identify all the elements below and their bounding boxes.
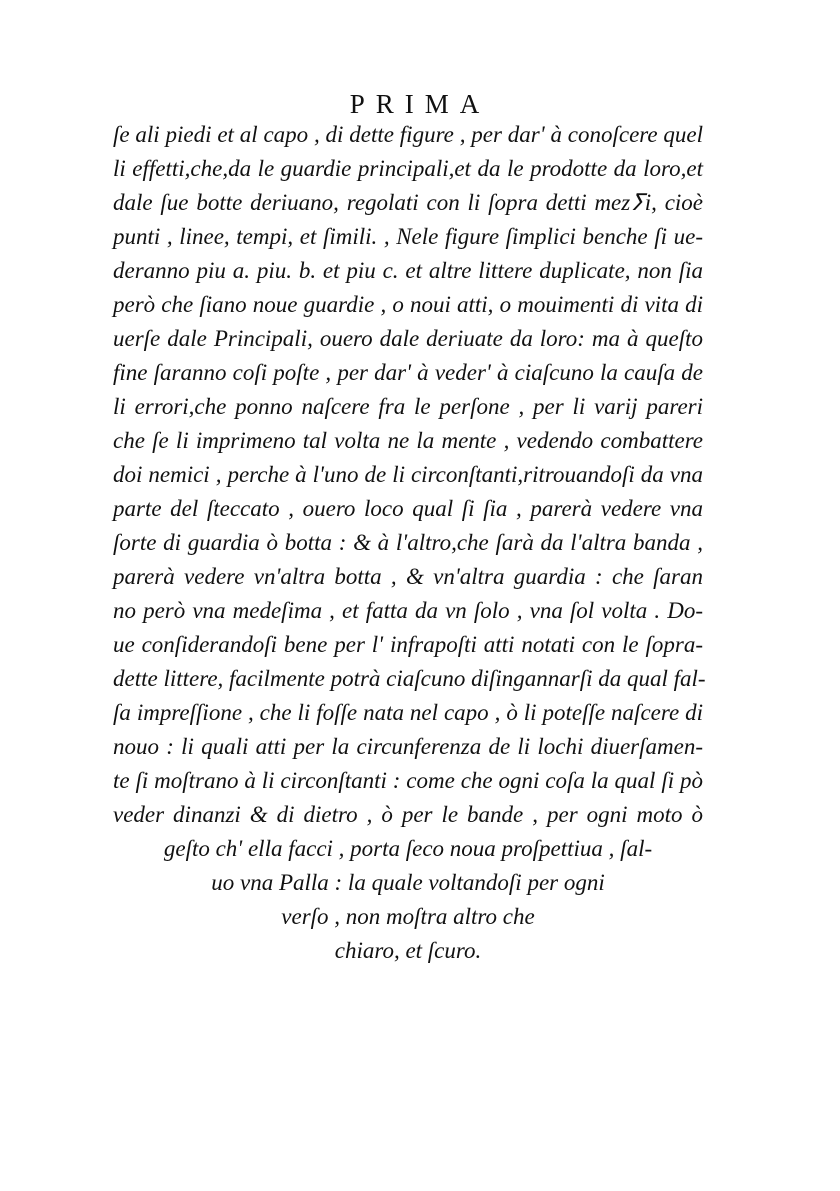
text-line: chiaro, et ſcuro. (334, 938, 482, 963)
text-line: uo vna Palla : la quale voltandoſi per ogni (211, 870, 605, 895)
text-line: fine ſaranno coſi poſte , per dar' à veder' à ciaſcuno la cauſa de (113, 360, 703, 385)
text-line: nouo : li quali atti per la circunferenza de li lochi diuerſamen- (113, 734, 703, 759)
text-line: doi nemici , perche à l'uno de li circonſtanti,ritrouandoſi da vna (113, 462, 703, 487)
text-line: verſo , non moſtra altro che (281, 904, 535, 929)
text-line: no però vna medeſima , et fatta da vn ſolo , vna ſol volta . Do- (113, 598, 703, 623)
text-line: te ſi moſtrano à li circonſtanti : come che ogni coſa la qual ſi pò (113, 768, 703, 793)
text-line: punti , linee, tempi, et ſimili. , Nele figure ſimplici benche ſi ue- (113, 224, 703, 249)
text-line: parte del ſteccato , ouero loco qual ſi ſia , parerà vedere vna (113, 496, 703, 521)
text-line: che ſe li imprimeno tal volta ne la mente , vedendo combattere (113, 428, 703, 453)
text-line: ue conſiderandoſi bene per l' infrapoſti atti notati con le ſopra- (113, 632, 703, 657)
text-line: parerà vedere vn'altra botta , & vn'altra guardia : che ſaran (113, 564, 703, 589)
text-line: uerſe dale Principali, ouero dale deriuate da loro: ma à queſto (113, 326, 703, 351)
text-line: ſe ali piedi et al capo , di dette figure , per dar' à conoſcere quel (113, 122, 703, 147)
body-text (113, 118, 706, 968)
text-line: ſorte di guardia ò botta : & à l'altro,che ſarà da l'altra banda , (113, 530, 703, 555)
text-line: dale ſue botte deriuano, regolati con li ſopra detti mezⵢi, cioè (113, 190, 703, 215)
text-line: però che ſiano noue guardie , o noui atti, o mouimenti di vita di (113, 292, 703, 317)
text-line: ſa impreſſione , che li foſſe nata nel capo , ò li poteſſe naſcere di (113, 700, 703, 725)
text-line: geſto ch' ella facci , porta ſeco noua proſpettiua , ſal- (163, 836, 653, 861)
text-line: deranno piu a. piu. b. et piu c. et altre littere duplicate, non ſia (113, 258, 703, 283)
text-line: dette littere, facilmente potrà ciaſcuno diſingannarſi da qual fal- (113, 666, 706, 691)
text-line: li effetti,che,da le guardie principali,et da le prodotte da loro,et (113, 156, 703, 181)
running-title: PRIMA (349, 89, 491, 119)
text-line: veder dinanzi & di dietro , ò per le bande , per ogni moto ò (113, 802, 703, 827)
text-line: li errori,che ponno naſcere fra le perſone , per li varij pareri (113, 394, 703, 419)
